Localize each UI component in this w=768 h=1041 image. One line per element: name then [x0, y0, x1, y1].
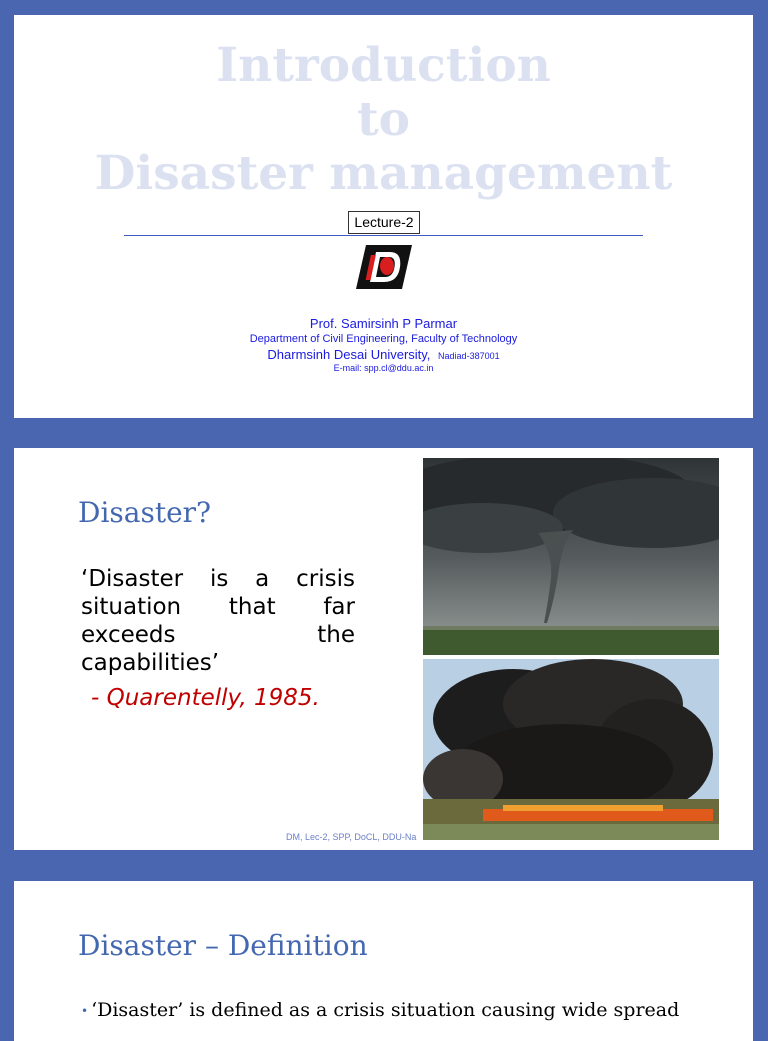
quote-attribution: - Quarentelly, 1985. [91, 685, 320, 711]
lecture-label: Lecture-2 [348, 211, 420, 234]
definition-slide [14, 881, 753, 1041]
university-location: Nadiad-387001 [438, 351, 500, 361]
title-slide [14, 15, 753, 418]
tornado-photo [423, 458, 719, 655]
disaster-question-slide [14, 448, 753, 850]
definition-quote [81, 565, 355, 677]
department: Department of Civil Engineering, Faculty of Technology [249, 333, 518, 345]
quote-body: Disaster is a crisis situation that far exceeds the capabilities [81, 566, 355, 676]
email: E-mail: spp.cl@ddu.ac.in [333, 363, 434, 373]
title-line-3: Disaster management [94, 146, 673, 201]
title-line-2: to [356, 92, 411, 147]
university-name: Dharmsinh Desai University, [267, 347, 431, 362]
slide-footer: DM, Lec-2, SPP, DoCL, DDU-Na [286, 832, 417, 842]
university-line [14, 347, 753, 362]
divider-line [124, 235, 643, 236]
fire-smoke-photo [423, 659, 719, 840]
quote-close-mark: ’ [211, 650, 220, 676]
professor-name: Prof. Samirsinh P Parmar [309, 316, 458, 331]
slide-heading: Disaster – Definition [78, 929, 368, 962]
slide-heading: Disaster? [78, 496, 212, 529]
bullet-item [81, 997, 687, 1024]
university-logo [356, 245, 412, 289]
bullet-dot-icon: • [81, 1004, 89, 1018]
bullet-text: ‘Disaster’ is defined as a crisis situation causing wide spread [91, 999, 680, 1021]
title-line-1: Introduction [216, 38, 551, 93]
quote-open-mark: ‘ [81, 566, 89, 592]
